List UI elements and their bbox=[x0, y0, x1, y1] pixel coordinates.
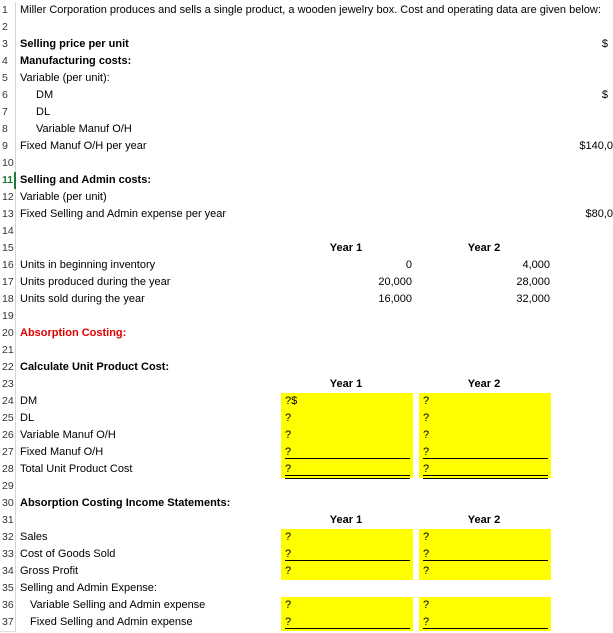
total-unit-cost-y1[interactable]: ? bbox=[285, 463, 292, 475]
single-underline bbox=[285, 628, 410, 629]
row-number[interactable]: 13 bbox=[0, 206, 16, 223]
variable-per-unit2-label[interactable]: Variable (per unit) bbox=[20, 191, 107, 203]
unit-var-oh-y2[interactable]: ? bbox=[423, 429, 430, 441]
row-number[interactable]: 34 bbox=[0, 563, 16, 580]
row-number[interactable]: 4 bbox=[0, 53, 16, 70]
var-sell-admin-y1[interactable]: ? bbox=[285, 599, 292, 611]
row-number[interactable]: 29 bbox=[0, 478, 16, 495]
sheet-row bbox=[0, 240, 613, 257]
sheet-row bbox=[0, 308, 613, 325]
units-beginning-y1[interactable]: 0 bbox=[405, 259, 412, 271]
row-number[interactable]: 26 bbox=[0, 427, 16, 444]
unit-var-oh-label[interactable]: Variable Manuf O/H bbox=[20, 429, 116, 441]
sheet-row bbox=[0, 274, 613, 291]
row-number[interactable]: 19 bbox=[0, 308, 16, 325]
row-number[interactable]: 33 bbox=[0, 546, 16, 563]
var-sell-admin-y2[interactable]: ? bbox=[423, 599, 430, 611]
sheet-row bbox=[0, 342, 613, 359]
row-number[interactable]: 36 bbox=[0, 597, 16, 614]
unit-dm-label[interactable]: DM bbox=[20, 395, 38, 407]
row-number[interactable]: 25 bbox=[0, 410, 16, 427]
single-underline bbox=[285, 458, 410, 459]
sheet-row bbox=[0, 19, 613, 36]
row-number[interactable]: 14 bbox=[0, 223, 16, 240]
sheet-row bbox=[0, 376, 613, 393]
row-number[interactable]: 8 bbox=[0, 121, 16, 138]
dm-label[interactable]: DM bbox=[36, 89, 54, 101]
sheet-row bbox=[0, 359, 613, 376]
row-number[interactable]: 9 bbox=[0, 138, 16, 155]
selling-admin-costs-label[interactable]: Selling and Admin costs: bbox=[20, 174, 151, 186]
sheet-row bbox=[0, 206, 613, 223]
row-number[interactable]: 31 bbox=[0, 512, 16, 529]
unit-fixed-oh-y1[interactable]: ? bbox=[285, 446, 292, 458]
row-number[interactable]: 5 bbox=[0, 70, 16, 87]
fixed-sell-admin-value[interactable]: $80,0 bbox=[585, 208, 613, 220]
unit-var-oh-y1[interactable]: ? bbox=[285, 429, 292, 441]
single-underline bbox=[285, 560, 410, 561]
is-year1-header[interactable]: Year 1 bbox=[329, 514, 363, 526]
unit-dl-y1[interactable]: ? bbox=[285, 412, 292, 424]
fixed-manuf-oh-label[interactable]: Fixed Manuf O/H per year bbox=[20, 140, 147, 152]
is-year2-header[interactable]: Year 2 bbox=[467, 514, 501, 526]
single-underline bbox=[423, 560, 548, 561]
sheet-row bbox=[0, 36, 613, 53]
dl-label[interactable]: DL bbox=[36, 106, 51, 118]
row-number[interactable]: 11 bbox=[0, 172, 16, 189]
sheet-row bbox=[0, 104, 613, 121]
sheet-row bbox=[0, 495, 613, 512]
sheet-row bbox=[0, 580, 613, 597]
units-sold-y1[interactable]: 16,000 bbox=[378, 293, 412, 305]
sheet-row bbox=[0, 325, 613, 342]
row-number[interactable]: 17 bbox=[0, 274, 16, 291]
unit-fixed-oh-label[interactable]: Fixed Manuf O/H bbox=[20, 446, 104, 458]
fixed-manuf-oh-value[interactable]: $140,0 bbox=[579, 140, 613, 152]
unit-dl-y2[interactable]: ? bbox=[423, 412, 430, 424]
sheet-row bbox=[0, 393, 613, 410]
dm-value[interactable]: $ bbox=[601, 89, 608, 101]
row-number[interactable]: 2 bbox=[0, 19, 16, 36]
selling-price-value[interactable]: $ bbox=[601, 38, 608, 50]
var-sell-admin-label[interactable]: Variable Selling and Admin expense bbox=[30, 599, 206, 611]
gross-profit-label[interactable]: Gross Profit bbox=[20, 565, 79, 577]
fixed-sell-admin-y2[interactable]: ? bbox=[423, 616, 430, 628]
total-unit-cost-label[interactable]: Total Unit Product Cost bbox=[20, 463, 133, 475]
double-underline bbox=[285, 475, 410, 479]
row-number[interactable]: 10 bbox=[0, 155, 16, 172]
sheet-row bbox=[0, 223, 613, 240]
sheet-row bbox=[0, 529, 613, 546]
row-number[interactable]: 3 bbox=[0, 36, 16, 53]
row-number[interactable]: 30 bbox=[0, 495, 16, 512]
sheet-row bbox=[0, 155, 613, 172]
row-number[interactable]: 1 bbox=[0, 2, 16, 19]
row-number[interactable]: 32 bbox=[0, 529, 16, 546]
gross-profit-y2[interactable]: ? bbox=[423, 565, 430, 577]
year1-header[interactable]: Year 1 bbox=[329, 242, 363, 254]
cogs-y1[interactable]: ? bbox=[285, 548, 292, 560]
total-unit-cost-y2[interactable]: ? bbox=[423, 463, 430, 475]
intro-text[interactable]: Miller Corporation produces and sells a single product, a wooden jewelry box. Cost and operating data are given below: bbox=[20, 4, 601, 16]
sheet-row bbox=[0, 563, 613, 580]
sheet-row bbox=[0, 291, 613, 308]
double-underline bbox=[423, 475, 548, 479]
manufacturing-costs-label[interactable]: Manufacturing costs: bbox=[20, 55, 132, 67]
absorption-costing-label[interactable]: Absorption Costing: bbox=[20, 327, 127, 339]
units-produced-y1[interactable]: 20,000 bbox=[378, 276, 412, 288]
gross-profit-y1[interactable]: ? bbox=[285, 565, 292, 577]
sheet-row bbox=[0, 87, 613, 104]
sheet-row bbox=[0, 121, 613, 138]
unit-dm-y2[interactable]: ? bbox=[423, 395, 430, 407]
sheet-row bbox=[0, 2, 613, 19]
units-beginning-label[interactable]: Units in beginning inventory bbox=[20, 259, 156, 271]
cogs-label[interactable]: Cost of Goods Sold bbox=[20, 548, 116, 560]
row-number[interactable]: 28 bbox=[0, 461, 16, 478]
sheet-row bbox=[0, 597, 613, 614]
units-produced-y2[interactable]: 28,000 bbox=[516, 276, 550, 288]
row-gridline bbox=[0, 631, 16, 632]
sales-y2[interactable]: ? bbox=[423, 531, 430, 543]
fixed-sell-admin-exp-label[interactable]: Fixed Selling and Admin expense bbox=[30, 616, 193, 628]
row-number[interactable]: 12 bbox=[0, 189, 16, 206]
row-number[interactable]: 6 bbox=[0, 87, 16, 104]
row-number[interactable]: 18 bbox=[0, 291, 16, 308]
row-number[interactable]: 21 bbox=[0, 342, 16, 359]
variable-per-unit-label[interactable]: Variable (per unit): bbox=[20, 72, 110, 84]
unit-cost-year2-header[interactable]: Year 2 bbox=[467, 378, 501, 390]
unit-dl-label[interactable]: DL bbox=[20, 412, 35, 424]
income-statements-label[interactable]: Absorption Costing Income Statements: bbox=[20, 497, 231, 509]
single-underline bbox=[423, 628, 548, 629]
row-number[interactable]: 24 bbox=[0, 393, 16, 410]
sheet-row bbox=[0, 189, 613, 206]
var-manuf-oh-label[interactable]: Variable Manuf O/H bbox=[36, 123, 132, 135]
row-number[interactable]: 23 bbox=[0, 376, 16, 393]
row-number[interactable]: 7 bbox=[0, 104, 16, 121]
unit-cost-year1-header[interactable]: Year 1 bbox=[329, 378, 363, 390]
sheet-row bbox=[0, 410, 613, 427]
units-produced-label[interactable]: Units produced during the year bbox=[20, 276, 171, 288]
sheet-row bbox=[0, 478, 613, 495]
year2-header[interactable]: Year 2 bbox=[467, 242, 501, 254]
sheet-row bbox=[0, 427, 613, 444]
sheet-row bbox=[0, 172, 613, 189]
fixed-sell-admin-label[interactable]: Fixed Selling and Admin expense per year bbox=[20, 208, 227, 220]
unit-fixed-oh-y2[interactable]: ? bbox=[423, 446, 430, 458]
row-number[interactable]: 35 bbox=[0, 580, 16, 597]
sales-y1[interactable]: ? bbox=[285, 531, 292, 543]
sheet-row bbox=[0, 512, 613, 529]
sheet-row bbox=[0, 138, 613, 155]
cogs-y2[interactable]: ? bbox=[423, 548, 430, 560]
calc-unit-cost-label[interactable]: Calculate Unit Product Cost: bbox=[20, 361, 170, 373]
sheet-row bbox=[0, 53, 613, 70]
single-underline bbox=[423, 458, 548, 459]
sheet-row bbox=[0, 70, 613, 87]
units-beginning-y2[interactable]: 4,000 bbox=[522, 259, 550, 271]
sheet-row bbox=[0, 257, 613, 274]
units-sold-label[interactable]: Units sold during the year bbox=[20, 293, 145, 305]
row-number[interactable]: 27 bbox=[0, 444, 16, 461]
row-number[interactable]: 20 bbox=[0, 325, 16, 342]
row-number[interactable]: 16 bbox=[0, 257, 16, 274]
row-number[interactable]: 15 bbox=[0, 240, 16, 257]
sales-label[interactable]: Sales bbox=[20, 531, 48, 543]
fixed-sell-admin-y1[interactable]: ? bbox=[285, 616, 292, 628]
units-sold-y2[interactable]: 32,000 bbox=[516, 293, 550, 305]
unit-dm-y1[interactable]: ?$ bbox=[285, 395, 298, 407]
selling-price-label[interactable]: Selling price per unit bbox=[20, 38, 129, 50]
row-number[interactable]: 37 bbox=[0, 614, 16, 631]
sell-admin-expense-label[interactable]: Selling and Admin Expense: bbox=[20, 582, 157, 594]
row-number[interactable]: 22 bbox=[0, 359, 16, 376]
